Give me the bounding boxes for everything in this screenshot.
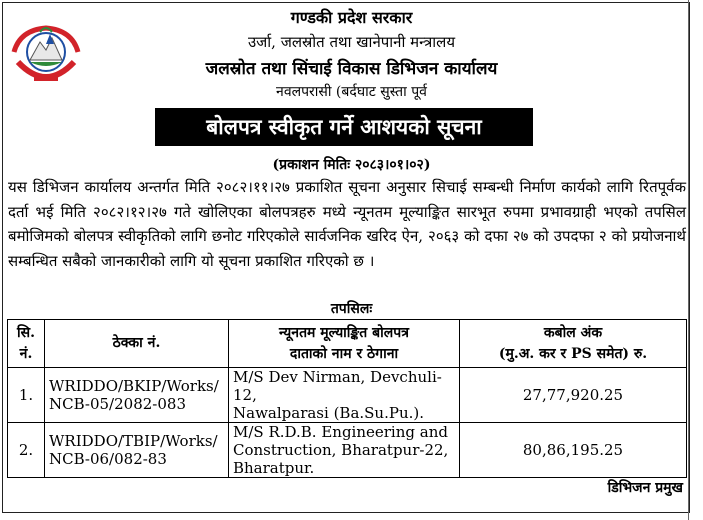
row-sn: 2. [8,423,45,478]
office-location: नवलपरासी (बर्दघाट सुस्ता पूर्व [276,84,427,100]
bid-table [7,319,687,478]
table-header-row [8,320,687,368]
notice-title-banner: बोलपत्र स्वीकृत गर्ने आशयको सूचना [155,108,533,146]
notice-body [8,175,686,273]
col-header-bidder: न्यूनतम मूल्याङ्कित बोलपत्र दाताको नाम र ठेगाना [229,320,460,368]
row-bidder: M/S Dev Nirman, Devchuli-12, Nawalparasi (Ba.Su.Pu.). [229,368,460,423]
body-paragraph: यस डिभिजन कार्यालय अन्तर्गत मिति २०८२।११।२७ प्रकाशित सूचना अनुसार सिचाई सम्बन्धी निर्माण कार्यको लागि रितपूर्वक दर्ता भई मिति २०८२।१२।२७ गते खोलिएका बोलपत्रहरु मध्ये न्यूनतम मूल्याङ्कित सारभूत रुपमा प्रभावग्राही भएको तपसिल बमोजिमको बोलपत्र स्वीकृतिको लागि छनोट गरिएकोले सार्वजनिक खरिद ऐन, २०६३ को दफा २७ को उपदफा २ को प्रयोजनार्थ सम्बन्धित सबैको जानकारीको लागि यो सूचना प्रकाशित गरिएको छ । [8,178,686,270]
publication-date: (प्रकाशन मितिः २०८३।०१।०२) [272,157,431,173]
signature-title: डिभिजन प्रमुख [607,480,683,496]
row-sn: 1. [8,368,45,423]
schedule-heading: तपसिलः [330,301,373,317]
row-bidder: M/S R.D.B. Engineering and Construction, Bharatpur-22, Bharatpur. [229,423,460,478]
col-header-amount: कबोल अंक (मु.अ. कर र PS समेत) रु. [460,320,687,368]
row-contract-no: WRIDDO/BKIP/Works/ NCB-05/2082-083 [45,368,229,423]
ministry-name: उर्जा, जलस्रोत तथा खानेपानी मन्त्रालय [247,33,456,51]
row-contract-no: WRIDDO/TBIP/Works/ NCB-06/082-83 [45,423,229,478]
province-government: गण्डकी प्रदेश सरकार [290,8,413,27]
office-name: जलस्रोत तथा सिंचाई विकास डिभिजन कार्यालय [205,59,498,79]
col-header-contract-no: ठेक्का नं. [45,320,229,368]
row-amount: 27,77,920.25 [460,368,687,423]
table-row [8,368,687,423]
col-header-sn: सि. नं. [8,320,45,368]
table-row [8,423,687,478]
row-amount: 80,86,195.25 [460,423,687,478]
